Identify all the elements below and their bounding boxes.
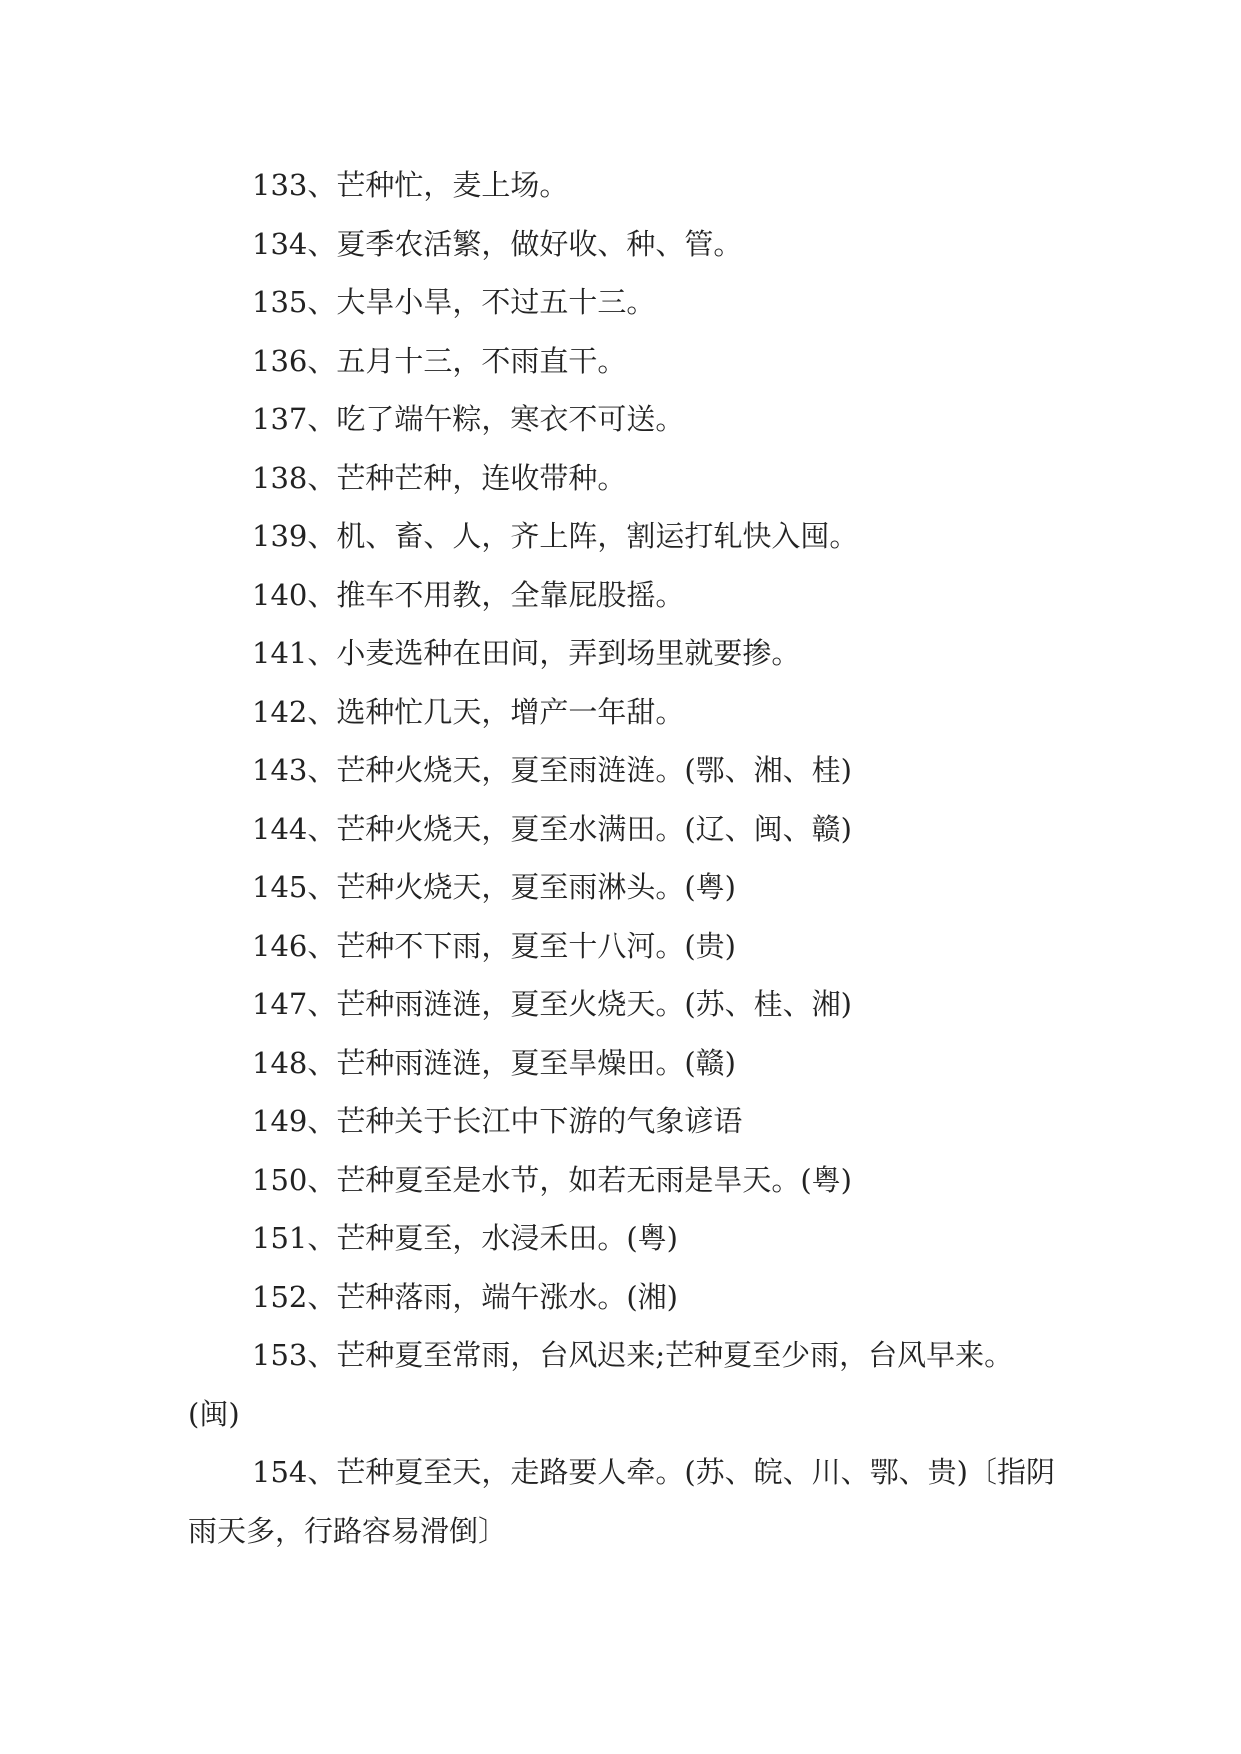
- paragraph-133: 133、芒种忙，麦上场。: [252, 168, 569, 202]
- paragraph-140: 140、推车不用教，全靠屁股摇。: [252, 577, 685, 612]
- paragraph-148: 148、芒种雨涟涟，夏至旱燥田。(赣): [252, 1045, 736, 1080]
- paragraph-142: 142、选种忙几天，增产一年甜。: [252, 694, 685, 729]
- paragraph-138: 138、芒种芒种，连收带种。: [252, 460, 627, 495]
- document-body: [188, 156, 1058, 1560]
- paragraph-139: 139、机、畜、人，齐上阵，割运打轧快入囤。: [252, 519, 859, 553]
- paragraph-143: 143、芒种火烧天，夏至雨涟涟。(鄂、湘、桂): [252, 753, 852, 787]
- paragraph-137: 137、吃了端午粽，寒衣不可送。: [252, 402, 685, 436]
- paragraph-152: 152、芒种落雨，端午涨水。(湘): [252, 1279, 678, 1314]
- paragraph-151: 151、芒种夏至，水浸禾田。(粤): [252, 1221, 678, 1255]
- paragraph-135: 135、大旱小旱，不过五十三。: [252, 285, 656, 319]
- paragraph-144: 144、芒种火烧天，夏至水满田。(辽、闽、赣): [252, 811, 852, 846]
- paragraph-136: 136、五月十三，不雨直干。: [252, 343, 627, 378]
- paragraph-145: 145、芒种火烧天，夏至雨淋头。(粤): [252, 870, 736, 904]
- paragraph-141: 141、小麦选种在田间，弄到场里就要掺。: [252, 636, 801, 670]
- paragraph-154: 154、芒种夏至天，走路要人牵。(苏、皖、川、鄂、贵)〔指阴雨天多，行路容易滑倒〕: [188, 1455, 1055, 1548]
- paragraph-147: 147、芒种雨涟涟，夏至火烧天。(苏、桂、湘): [252, 987, 852, 1021]
- paragraph-153: 153、芒种夏至常雨，台风迟来;芒种夏至少雨，台风早来。(闽): [188, 1338, 1014, 1431]
- paragraph-150: 150、芒种夏至是水节，如若无雨是旱天。(粤): [252, 1162, 852, 1197]
- paragraph-146: 146、芒种不下雨，夏至十八河。(贵): [252, 928, 736, 963]
- paragraph-149: 149、芒种关于长江中下游的气象谚语: [252, 1104, 743, 1138]
- paragraph-134: 134、夏季农活繁，做好收、种、管。: [252, 226, 743, 261]
